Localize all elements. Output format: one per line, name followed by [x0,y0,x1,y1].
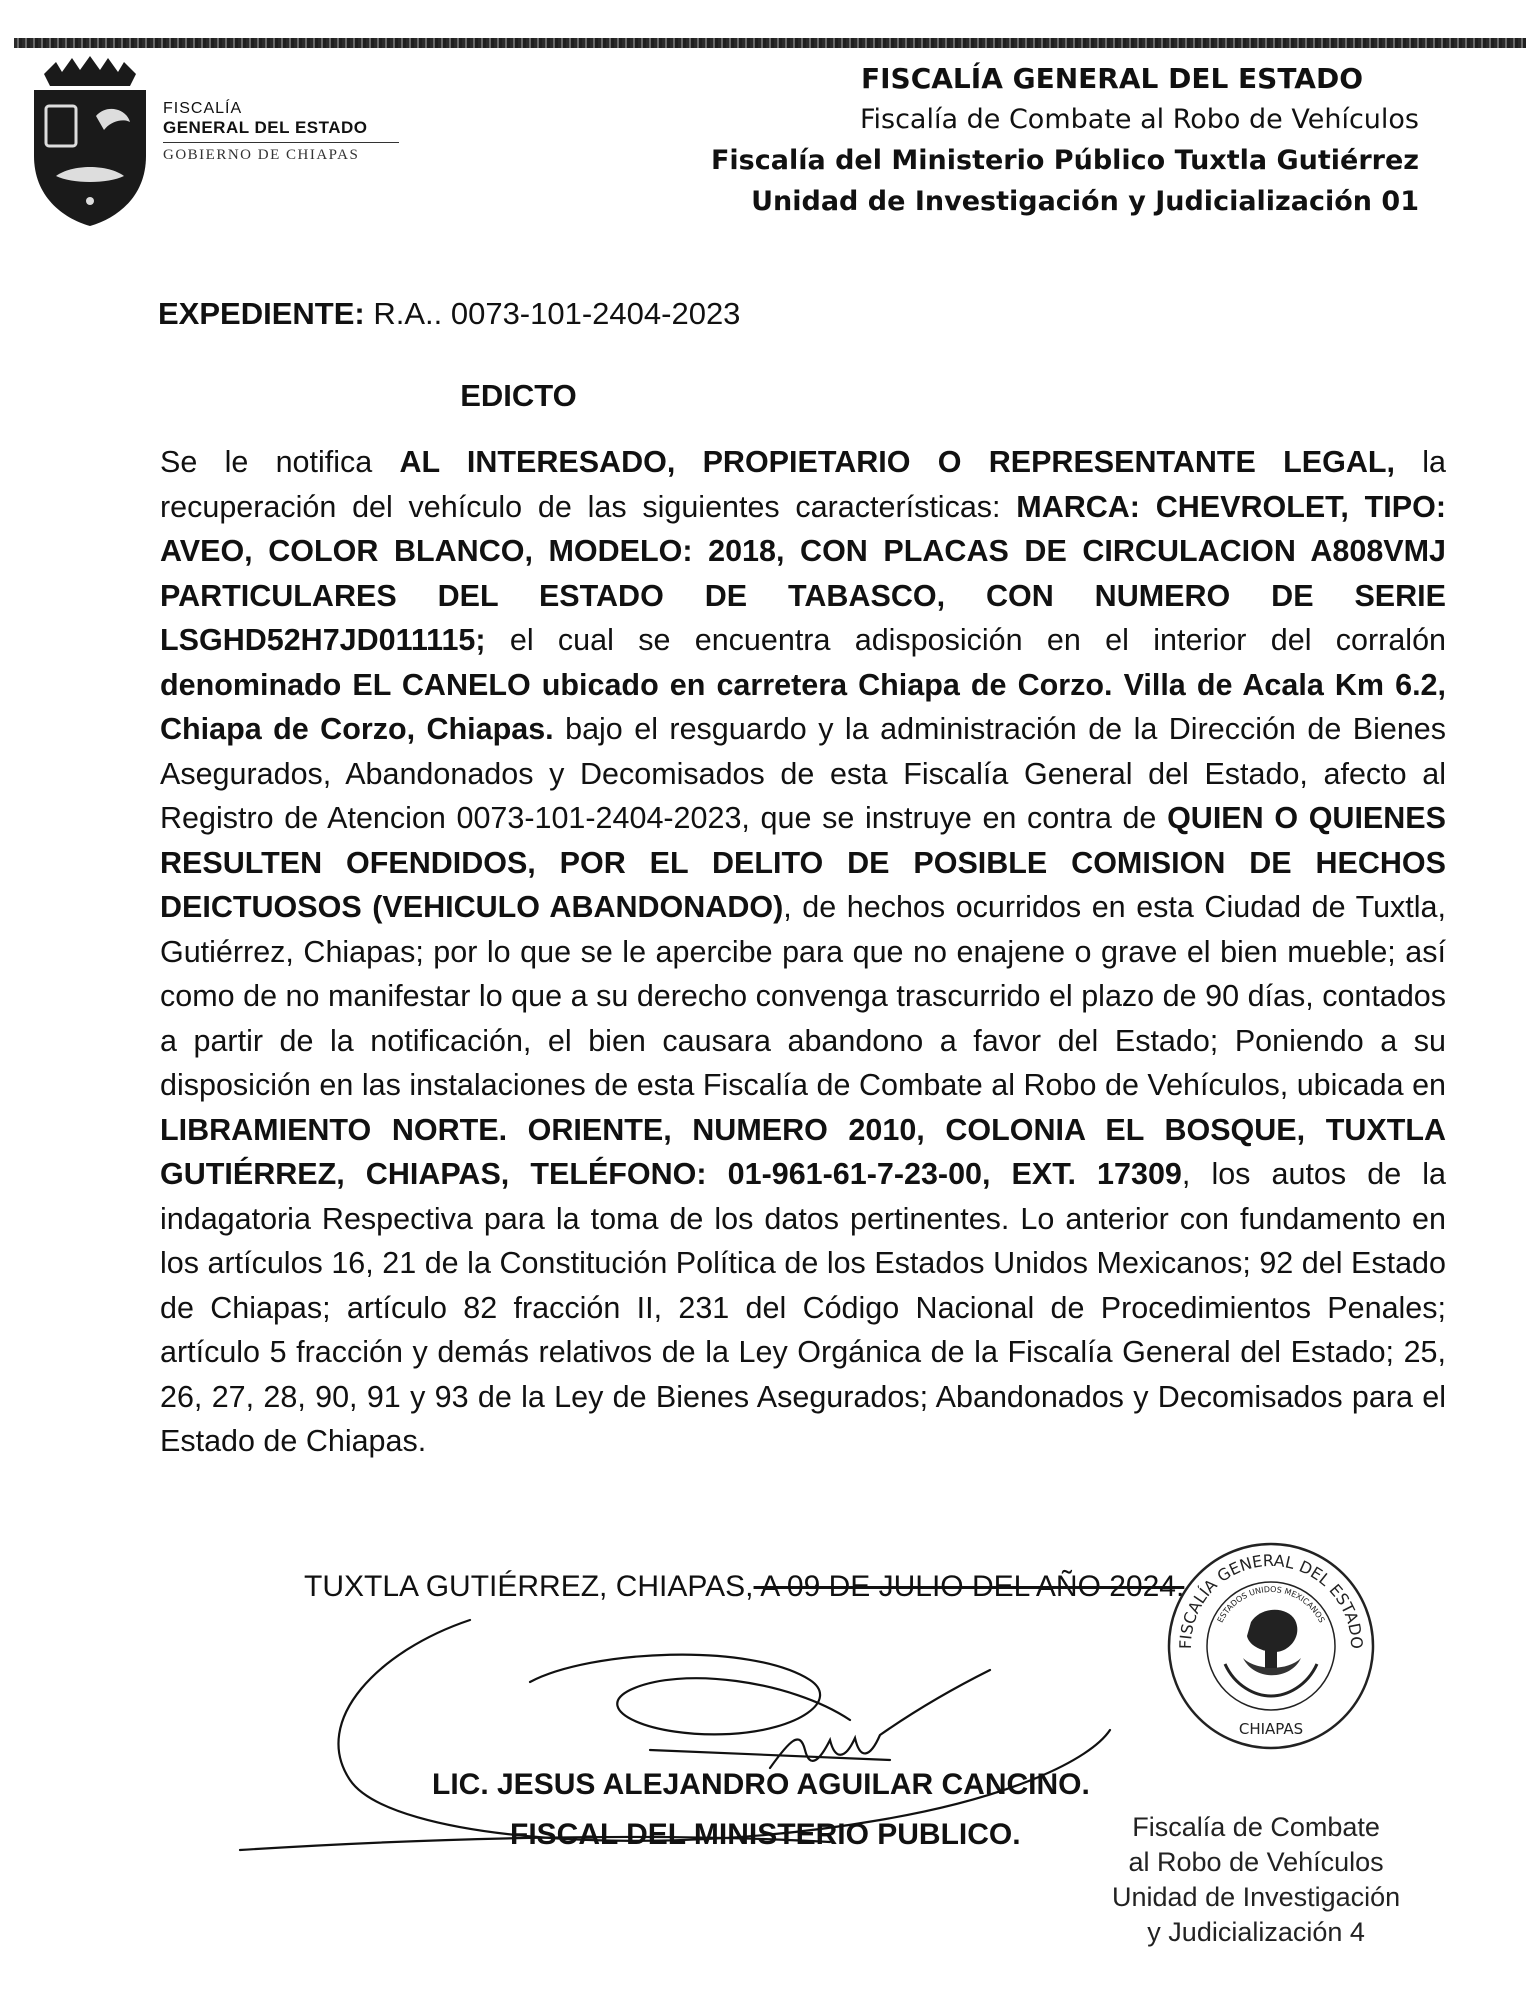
body-seg-11: , los autos de la indagatoria Respectiva para la toma de los datos pertinentes. Lo anterior con fundamento en los artículos 16, 21 de la Constitución Política de los Estados Unidos Mexicanos; 92 del Estado de Chiapas; artículo 82 fracción II, 231 del Código Nacional de Procedimientos Penales; artículo 5 fracción y demás relativos de la Ley Orgánica de la Fiscalía General del Estado; 25, 26, 27, 28, 90, 91 y 93 de la Ley de Bienes Asegurados; Abandonados y Decomisados para el Estado de Chiapas. [160,1157,1446,1458]
logo-line-fiscalia: FISCALÍA [163,100,243,117]
seal-bottom-text: CHIAPAS [1238,1720,1304,1738]
seal-caption-line-2: al Robo de Vehículos [1128,1847,1384,1877]
body-seg-3: la recuperación del vehículo de las siguientes características: [160,445,1447,524]
place-and-date [304,1570,1184,1604]
seal-inner-text: ESTADOS UNIDOS MEXICANOS [1215,1584,1327,1625]
body-seg-5: el cual se encuentra adisposición en el interior del corralón [485,623,1446,657]
letterhead-line-4: Unidad de Investigación y Judicialización 01 [751,186,1419,217]
seal-ring-text: FISCALÍA GENERAL DEL ESTADO [1175,1550,1367,1650]
logo-line-general: GENERAL DEL ESTADO [163,118,368,138]
body-seg-7: bajo el resguardo y la administración de la Dirección de Bienes Asegurados, Abandonados y Decomisados de esta Fiscalía General del Estado, afecto al Registro de Atencion 0073-101-2404-2023, que se instruye en contra de [160,712,1446,835]
document-title-text: EDICTO [460,378,577,413]
letterhead [711,58,1419,222]
signatory-title: FISCAL DEL MINISTERIO PUBLICO. [510,1818,1021,1851]
body-seg-10: LIBRAMIENTO NORTE. ORIENTE, NUMERO 2010, COLONIA EL BOSQUE, TUXTLA GUTIÉRREZ, CHIAPAS, TELÉFONO: 01-961-61-7-23-00, EXT. 17309 [160,1112,1446,1191]
case-number-label: EXPEDIENTE: [158,296,365,331]
document-title [162,378,1535,414]
case-number [158,296,740,332]
body-seg-4: MARCA: CHEVROLET, TIPO: AVEO, COLOR BLANCO, MODELO: 2018, CON PLACAS DE CIRCULACION A808VMJ PARTICULARES DEL ESTADO DE TABASCO, CON NUMERO DE SERIE LSGHD52H7JD011115; [160,489,1446,657]
seal-caption-line-3: Unidad de Investigación [1112,1882,1401,1912]
logo-line-gobierno: GOBIERNO DE CHIAPAS [163,146,360,163]
letterhead-line-1: FISCALÍA GENERAL DEL ESTADO [861,62,1363,95]
header-rule [14,38,1526,48]
letterhead-line-3: Fiscalía del Ministerio Público Tuxtla Gutiérrez [710,145,1419,176]
state-coat-of-arms-icon [26,56,154,228]
notice-body [160,440,1446,1464]
seal-caption-line-1: Fiscalía de Combate [1132,1812,1380,1842]
signatory-name: LIC. JESUS ALEJANDRO AGUILAR CANCINO. [432,1768,1090,1801]
body-seg-1: Se le notifica [160,445,400,479]
seal-caption [1112,1810,1400,1950]
case-number-value: R.A.. 0073-101-2404-2023 [364,296,741,331]
date-text: A 09 DE JULIO DEL AÑO 2024. [753,1570,1185,1603]
logo-divider [163,142,399,143]
official-seal-icon [1165,1540,1377,1752]
institution-logo-text [163,100,399,164]
body-seg-8: QUIEN O QUIENES RESULTEN OFENDIDOS, POR EL DELITO DE POSIBLE COMISION DE HECHOS DEICTUOSOS (VEHICULO ABANDONADO) [160,801,1446,924]
place-text: TUXTLA GUTIÉRREZ, CHIAPAS, [304,1570,754,1603]
seal-caption-line-4: y Judicialización 4 [1147,1917,1365,1947]
body-seg-9: , de hechos ocurridos en esta Ciudad de Tuxtla, Gutiérrez, Chiapas; por lo que se le apercibe para que no enajene o grave el bien mueble; así como de no manifestar lo que a su derecho convenga trascurrido el plazo de 90 días, contados a partir de la notificación, el bien causara abandono a favor del Estado; Poniendo a su disposición en las instalaciones de esta Fiscalía de Combate al Robo de Vehículos, ubicada en [160,890,1446,1102]
body-seg-6: denominado EL CANELO ubicado en carretera Chiapa de Corzo. Villa de Acala Km 6.2, Chiapa de Corzo, Chiapas. [160,667,1446,746]
body-seg-2: AL INTERESADO, PROPIETARIO O REPRESENTANTE LEGAL, [399,445,1395,479]
letterhead-line-2: Fiscalía de Combate al Robo de Vehículos [859,104,1419,135]
